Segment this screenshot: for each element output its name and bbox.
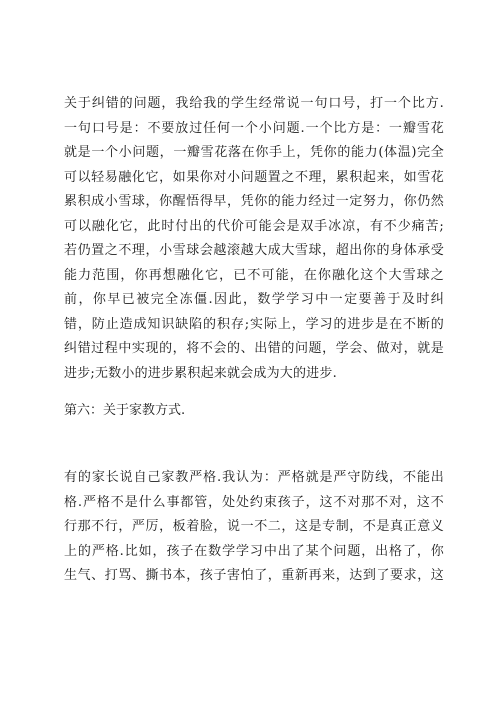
text-line: 可以轻易融化它，如果你对小问题置之不理，累积起来，如雪花 <box>64 169 444 185</box>
text-line: 上的严格.比如，孩子在数学学习中出了某个问题，出格了，你 <box>64 543 444 559</box>
text-line: 能力范围，你再想融化它，已不可能，在你融化这个大雪球之 <box>64 267 444 283</box>
text-line: 错，防止造成知识缺陷的积存;实际上，学习的进步是在不断的 <box>64 316 444 332</box>
text-line: 生气、打骂、撕书本，孩子害怕了，重新再来，达到了要求，这 <box>64 568 444 583</box>
text-line: 可以融化它，此时付出的代价可能会是双手冰凉，有不少痛苦; <box>64 218 444 234</box>
text-line: 若仍置之不理，小雪球会越滚越大成大雪球，超出你的身体承受 <box>64 243 444 258</box>
section-heading: 第六：关于家教方式. <box>64 403 186 418</box>
text-line: 就是一个小问题，一瓣雪花落在你手上，凭你的能力(体温)完全 <box>64 145 444 160</box>
paragraph-family-education <box>64 466 444 589</box>
text-line: 关于纠错的问题，我给我的学生经常说一句口号，打一个比方. <box>64 96 444 111</box>
text-line: 前，你早已被完全冻僵.因此，数学学习中一定要善于及时纠 <box>64 292 444 307</box>
text-line: 有的家长说自己家教严格.我认为：严格就是严守防线，不能出 <box>64 470 444 485</box>
text-line: 进步;无数小的进步累积起来就会成为大的进步. <box>64 365 337 381</box>
text-line: 累积成小雪球，你醒悟得早，凭你的能力经过一定努力，你仍然 <box>64 194 444 209</box>
text-line: 一句口号是：不要放过任何一个小问题.一个比方是：一瓣雪花 <box>64 120 444 136</box>
text-line: 纠错过程中实现的，将不会的、出错的问题，学会、做对，就是 <box>64 341 444 356</box>
text-line: 格.严格不是什么事都管，处处约束孩子，这不对那不对，这不 <box>64 494 444 510</box>
text-line: 行那不行，严厉，板着脸，说一不二，这是专制，不是真正意义 <box>64 519 444 534</box>
paragraph-error-correction <box>64 92 444 386</box>
